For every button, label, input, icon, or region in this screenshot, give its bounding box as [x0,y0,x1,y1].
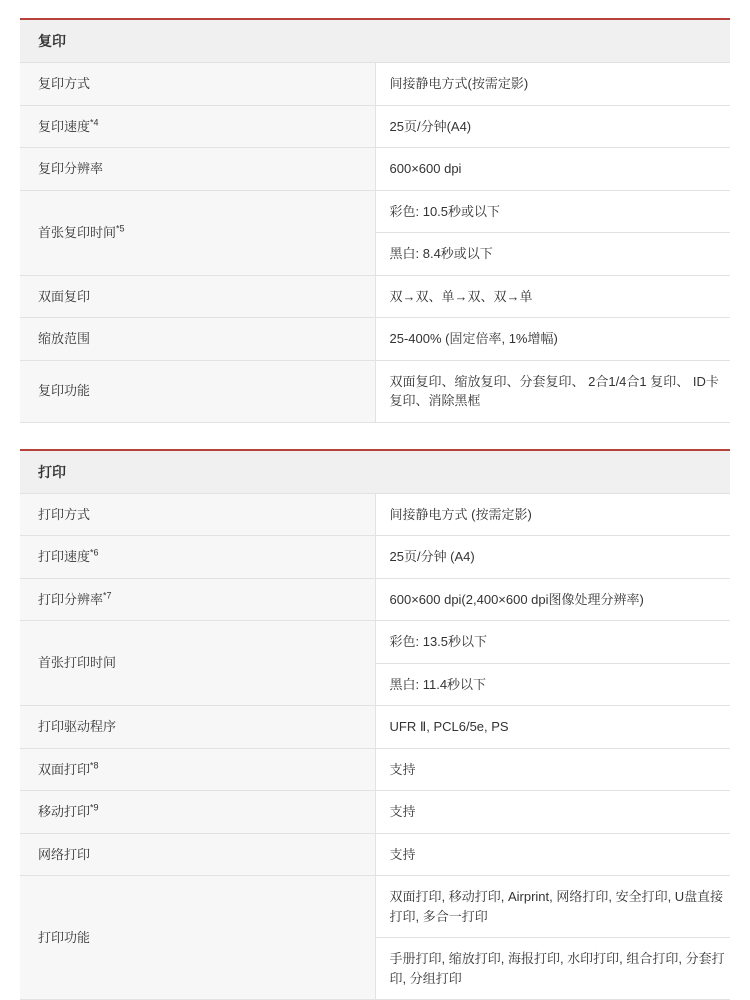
row-label-text: 打印功能 [38,930,90,945]
spec-table-print [20,449,730,1000]
row-value: 间接静电方式 (按需定影) [375,493,730,536]
table-row [20,621,730,706]
footnote-marker: *8 [90,760,99,770]
row-label [20,748,375,791]
row-label-text: 复印速度 [38,119,90,134]
sub-row [376,233,731,275]
footnote-marker: *5 [116,223,125,233]
row-label-text: 首张复印时间 [38,225,116,240]
row-label-text: 缩放范围 [38,331,90,346]
sub-value: 手册打印, 缩放打印, 海报打印, 水印打印, 组合打印, 分套打印, 分组打印 [376,938,731,1000]
row-value: 25页/分钟 (A4) [375,536,730,579]
row-value: 600×600 dpi [375,148,730,191]
row-label-text: 打印方式 [38,507,90,522]
row-label [20,190,375,275]
row-label-text: 复印功能 [38,383,90,398]
footnote-marker: *6 [90,548,99,558]
row-label-text: 复印方式 [38,76,90,91]
sub-row [376,938,731,1000]
row-value: 支持 [375,791,730,834]
row-value: 25-400% (固定倍率, 1%增幅) [375,318,730,361]
table-row [20,833,730,876]
table-row [20,318,730,361]
row-label-text: 打印驱动程序 [38,719,116,734]
row-label [20,876,375,1000]
row-value: UFR Ⅱ, PCL6/5e, PS [375,706,730,749]
row-label-text: 打印分辨率 [38,592,103,607]
sub-row [376,191,731,233]
row-value-group [375,876,730,1000]
row-label-text: 网络打印 [38,847,90,862]
row-label-text: 双面复印 [38,289,90,304]
row-label [20,105,375,148]
row-label-text: 打印速度 [38,549,90,564]
footnote-marker: *9 [90,803,99,813]
table-row [20,791,730,834]
row-label [20,621,375,706]
table-row [20,105,730,148]
table-row [20,148,730,191]
row-label [20,493,375,536]
table-row [20,493,730,536]
row-label [20,275,375,318]
sub-value: 黑白: 11.4秒以下 [376,663,731,705]
section-title-print: 打印 [20,450,730,494]
row-label [20,791,375,834]
table-row [20,706,730,749]
row-value: 600×600 dpi(2,400×600 dpi图像处理分辨率) [375,578,730,621]
table-row [20,360,730,422]
row-value-group [375,621,730,706]
row-value: 双→双、单→双、双→单 [375,275,730,318]
row-value: 支持 [375,833,730,876]
sub-value-table [376,621,731,705]
sub-value: 彩色: 13.5秒以下 [376,621,731,663]
footnote-marker: *4 [90,117,99,127]
row-label [20,578,375,621]
row-value: 间接静电方式(按需定影) [375,63,730,106]
table-row [20,578,730,621]
row-label-text: 双面打印 [38,762,90,777]
sub-value: 黑白: 8.4秒或以下 [376,233,731,275]
sub-value: 彩色: 10.5秒或以下 [376,191,731,233]
section-header-row [20,19,730,63]
table-row [20,190,730,275]
sub-value-table [376,876,731,999]
row-label [20,833,375,876]
row-label [20,148,375,191]
row-label [20,318,375,361]
section-title-copy: 复印 [20,19,730,63]
sub-row [376,621,731,663]
spec-table-copy [20,18,730,423]
row-value: 双面复印、缩放复印、分套复印、 2合1/4合1 复印、 ID卡复印、消除黑框 [375,360,730,422]
row-label [20,360,375,422]
sub-value-table [376,191,731,275]
table-row [20,63,730,106]
row-value-group [375,190,730,275]
table-row [20,275,730,318]
row-label-text: 移动打印 [38,804,90,819]
table-row [20,748,730,791]
row-label [20,63,375,106]
row-label-text: 首张打印时间 [38,655,116,670]
row-label [20,536,375,579]
row-label-text: 复印分辨率 [38,161,103,176]
table-row [20,876,730,1000]
sub-value: 双面打印, 移动打印, Airprint, 网络打印, 安全打印, U盘直接打印, 多合一打印 [376,876,731,938]
row-value: 25页/分钟(A4) [375,105,730,148]
row-value: 支持 [375,748,730,791]
row-label [20,706,375,749]
sub-row [376,876,731,938]
sub-row [376,663,731,705]
footnote-marker: *7 [103,590,112,600]
section-header-row [20,450,730,494]
table-row [20,536,730,579]
